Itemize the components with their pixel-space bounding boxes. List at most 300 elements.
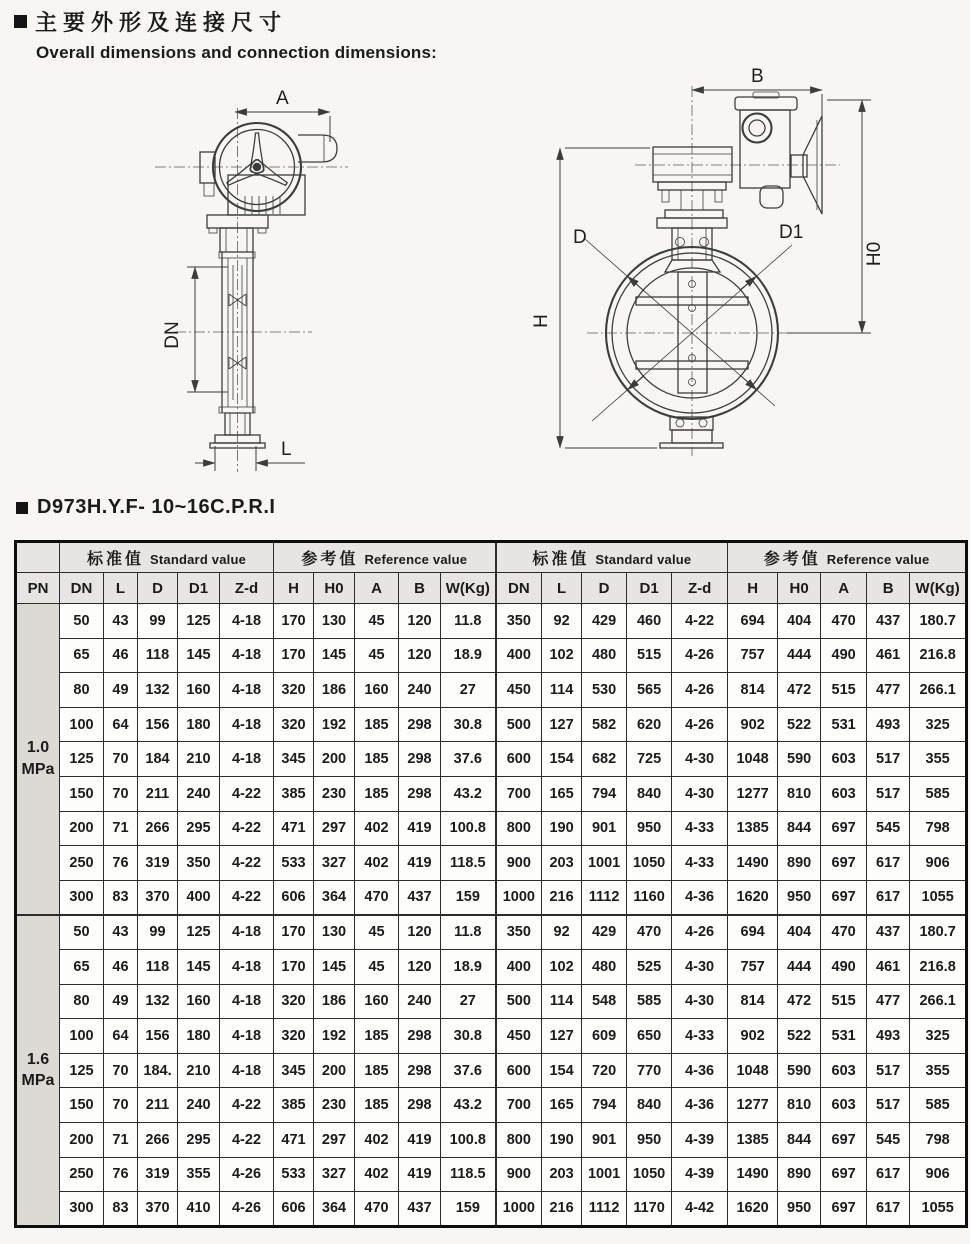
table-cell: 402 (355, 1122, 399, 1157)
table-row (16, 776, 967, 811)
table-cell: 477 (867, 673, 910, 708)
table-cell: 130 (314, 915, 355, 950)
table-cell: 531 (821, 1019, 867, 1054)
table-cell: 145 (314, 638, 355, 673)
table-cell: 4-26 (220, 1157, 274, 1192)
table-cell: 1170 (627, 1192, 672, 1227)
table-cell: 697 (821, 1157, 867, 1192)
table-cell: 295 (178, 1122, 220, 1157)
table-cell: 814 (728, 984, 778, 1019)
table-cell: 240 (178, 776, 220, 811)
table-cell: 402 (355, 846, 399, 881)
table-cell: 697 (821, 1192, 867, 1227)
table-cell: 1055 (910, 880, 967, 915)
table-cell: 844 (778, 1122, 821, 1157)
column-header: H0 (314, 573, 355, 604)
table-cell: 185 (355, 707, 399, 742)
dim-label-l: L (281, 439, 292, 460)
table-cell: 46 (104, 638, 138, 673)
table-cell: 603 (821, 776, 867, 811)
table-row (16, 846, 967, 881)
table-cell: 517 (867, 1053, 910, 1088)
table-cell: 200 (314, 1053, 355, 1088)
table-cell: 186 (314, 673, 355, 708)
table-cell: 70 (104, 1053, 138, 1088)
table-cell: 319 (138, 1157, 178, 1192)
table-cell: 603 (821, 1053, 867, 1088)
table-cell: 800 (496, 1122, 542, 1157)
table-cell: 125 (60, 1053, 104, 1088)
table-cell: 18.9 (441, 949, 496, 984)
table-cell: 180 (178, 707, 220, 742)
table-cell: 71 (104, 811, 138, 846)
table-cell: 185 (355, 1053, 399, 1088)
table-cell: 493 (867, 707, 910, 742)
table-cell: 515 (627, 638, 672, 673)
table-row (16, 915, 967, 950)
table-cell: 471 (274, 1122, 314, 1157)
table-cell: 190 (542, 811, 582, 846)
table-cell: 50 (60, 604, 104, 639)
table-row (16, 707, 967, 742)
table-cell: 295 (178, 811, 220, 846)
table-cell: 522 (778, 707, 821, 742)
table-cell: 472 (778, 984, 821, 1019)
column-header: L (542, 573, 582, 604)
table-cell: 159 (441, 1192, 496, 1227)
table-cell: 4-42 (672, 1192, 728, 1227)
table-cell: 76 (104, 846, 138, 881)
table-cell: 4-36 (672, 880, 728, 915)
table-cell: 4-22 (220, 811, 274, 846)
table-cell: 127 (542, 1019, 582, 1054)
table-cell: 298 (399, 776, 441, 811)
table-cell: 230 (314, 1088, 355, 1123)
table-cell: 4-22 (672, 604, 728, 639)
dim-label-b: B (751, 66, 764, 87)
table-row (16, 1192, 967, 1227)
dim-label-d1: D1 (779, 222, 804, 243)
table-cell: 1001 (582, 846, 627, 881)
table-cell: 531 (821, 707, 867, 742)
table-cell: 810 (778, 776, 821, 811)
table-cell: 118.5 (441, 846, 496, 881)
table-cell: 545 (867, 811, 910, 846)
table-cell: 700 (496, 1088, 542, 1123)
table-cell: 582 (582, 707, 627, 742)
table-cell: 130 (314, 604, 355, 639)
table-cell: 770 (627, 1053, 672, 1088)
table-cell: 1112 (582, 1192, 627, 1227)
table-cell: 1112 (582, 880, 627, 915)
table-cell: 4-36 (672, 1053, 728, 1088)
table-cell: 4-33 (672, 846, 728, 881)
table-cell: 266.1 (910, 673, 967, 708)
table-cell: 184 (138, 742, 178, 777)
model-heading: D973H.Y.F- 10~16C.P.R.I (37, 496, 276, 518)
column-header: D1 (627, 573, 672, 604)
table-cell: 102 (542, 638, 582, 673)
valve-side-view-drawing (140, 70, 470, 485)
table-cell: 230 (314, 776, 355, 811)
table-cell: 364 (314, 880, 355, 915)
table-cell: 154 (542, 1053, 582, 1088)
table-row (16, 1157, 967, 1192)
table-cell: 370 (138, 880, 178, 915)
table-cell: 132 (138, 984, 178, 1019)
table-cell: 419 (399, 1157, 441, 1192)
table-cell: 533 (274, 846, 314, 881)
table-cell: 4-18 (220, 673, 274, 708)
handwheel-spokes (224, 133, 290, 190)
table-row (16, 1053, 967, 1088)
table-row (16, 742, 967, 777)
table-cell: 450 (496, 673, 542, 708)
table-cell: 400 (496, 638, 542, 673)
table-cell: 1000 (496, 1192, 542, 1227)
group-header-row (16, 542, 967, 573)
table-cell: 325 (910, 707, 967, 742)
table-cell: 429 (582, 915, 627, 950)
table-cell: 18.9 (441, 638, 496, 673)
table-cell: 350 (496, 604, 542, 639)
table-cell: 419 (399, 846, 441, 881)
dim-label-a: A (276, 88, 289, 109)
table-cell: 697 (821, 880, 867, 915)
table-cell: 4-18 (220, 638, 274, 673)
table-cell: 216 (542, 880, 582, 915)
table-cell: 404 (778, 915, 821, 950)
table-cell: 180 (178, 1019, 220, 1054)
table-cell: 697 (821, 1122, 867, 1157)
table-cell: 500 (496, 984, 542, 1019)
table-cell: 30.8 (441, 707, 496, 742)
column-header: H (274, 573, 314, 604)
table-cell: 1490 (728, 1157, 778, 1192)
table-cell: 470 (627, 915, 672, 950)
column-header: W(Kg) (441, 573, 496, 604)
table-cell: 437 (867, 604, 910, 639)
table-cell: 203 (542, 1157, 582, 1192)
table-cell: 1050 (627, 846, 672, 881)
table-cell: 545 (867, 1122, 910, 1157)
table-cell: 250 (60, 1157, 104, 1192)
table-cell: 355 (910, 742, 967, 777)
table-cell: 43.2 (441, 1088, 496, 1123)
table-cell: 4-26 (672, 673, 728, 708)
pn-cell: 1.6 MPa (16, 915, 60, 1226)
dim-label-d: D (573, 227, 587, 248)
table-cell: 1620 (728, 1192, 778, 1227)
table-cell: 400 (178, 880, 220, 915)
table-cell: 145 (178, 949, 220, 984)
table-cell: 429 (582, 604, 627, 639)
table-cell: 160 (178, 673, 220, 708)
table-cell: 4-18 (220, 742, 274, 777)
table-cell: 480 (582, 949, 627, 984)
table-cell: 240 (399, 984, 441, 1019)
table-cell: 515 (821, 984, 867, 1019)
table-cell: 402 (355, 811, 399, 846)
table-cell: 470 (355, 880, 399, 915)
table-row (16, 1019, 967, 1054)
dim-label-h0: H0 (864, 241, 885, 267)
table-cell: 216.8 (910, 949, 967, 984)
table-cell: 794 (582, 1088, 627, 1123)
table-cell: 49 (104, 673, 138, 708)
table-cell: 490 (821, 949, 867, 984)
table-cell: 125 (60, 742, 104, 777)
table-cell: 118 (138, 949, 178, 984)
table-cell: 490 (821, 638, 867, 673)
table-cell: 890 (778, 1157, 821, 1192)
table-cell: 617 (867, 880, 910, 915)
table-cell: 522 (778, 1019, 821, 1054)
table-cell: 4-26 (672, 915, 728, 950)
table-cell: 400 (496, 949, 542, 984)
table-cell: 470 (821, 604, 867, 639)
table-cell: 70 (104, 742, 138, 777)
table-cell: 370 (138, 1192, 178, 1227)
table-cell: 517 (867, 742, 910, 777)
table-cell: 950 (778, 880, 821, 915)
table-cell: 83 (104, 880, 138, 915)
table-cell: 480 (582, 638, 627, 673)
table-cell: 585 (627, 984, 672, 1019)
table-cell: 145 (178, 638, 220, 673)
table-cell: 185 (355, 776, 399, 811)
table-cell: 603 (821, 1088, 867, 1123)
table-cell: 757 (728, 638, 778, 673)
table-cell: 150 (60, 776, 104, 811)
table-cell: 100.8 (441, 1122, 496, 1157)
column-header: W(Kg) (910, 573, 967, 604)
table-cell: 530 (582, 673, 627, 708)
table-cell: 600 (496, 1053, 542, 1088)
table-cell: 240 (399, 673, 441, 708)
table-cell: 200 (314, 742, 355, 777)
table-cell: 211 (138, 1088, 178, 1123)
table-cell: 600 (496, 742, 542, 777)
table-cell: 4-39 (672, 1122, 728, 1157)
table-cell: 4-22 (220, 846, 274, 881)
table-cell: 114 (542, 673, 582, 708)
table-cell: 4-18 (220, 915, 274, 950)
table-cell: 700 (496, 776, 542, 811)
table-cell: 4-36 (672, 1088, 728, 1123)
table-cell: 180.7 (910, 604, 967, 639)
table-cell: 720 (582, 1053, 627, 1088)
table-cell: 4-30 (672, 984, 728, 1019)
table-cell: 410 (178, 1192, 220, 1227)
table-cell: 617 (867, 846, 910, 881)
table-cell: 30.8 (441, 1019, 496, 1054)
page-header (14, 6, 437, 63)
dimensions-table (14, 540, 968, 1228)
table-cell: 1490 (728, 846, 778, 881)
table-cell: 437 (399, 1192, 441, 1227)
table-cell: 37.6 (441, 742, 496, 777)
table-cell: 125 (178, 604, 220, 639)
table-cell: 1048 (728, 742, 778, 777)
table-cell: 11.8 (441, 915, 496, 950)
table-cell: 1620 (728, 880, 778, 915)
table-cell: 45 (355, 638, 399, 673)
table-cell: 533 (274, 1157, 314, 1192)
table-cell: 186 (314, 984, 355, 1019)
table-cell: 461 (867, 949, 910, 984)
table-cell: 900 (496, 846, 542, 881)
table-cell: 65 (60, 949, 104, 984)
table-cell: 4-18 (220, 1053, 274, 1088)
table-cell: 385 (274, 1088, 314, 1123)
table-cell: 617 (867, 1157, 910, 1192)
table-cell: 798 (910, 1122, 967, 1157)
table-row (16, 1088, 967, 1123)
group-header-standard-right: 标准值 Standard value (496, 542, 728, 573)
table-cell: 216.8 (910, 638, 967, 673)
table-cell: 192 (314, 707, 355, 742)
table-cell: 300 (60, 1192, 104, 1227)
table-cell: 517 (867, 1088, 910, 1123)
corner-cell (16, 542, 60, 573)
table-cell: 297 (314, 811, 355, 846)
table-cell: 70 (104, 776, 138, 811)
table-cell: 1277 (728, 1088, 778, 1123)
table-cell: 364 (314, 1192, 355, 1227)
table-cell: 950 (627, 811, 672, 846)
table-cell: 4-26 (220, 1192, 274, 1227)
table-cell: 493 (867, 1019, 910, 1054)
table-cell: 606 (274, 1192, 314, 1227)
table-cell: 1001 (582, 1157, 627, 1192)
table-cell: 99 (138, 915, 178, 950)
table-cell: 80 (60, 984, 104, 1019)
table-row (16, 604, 967, 639)
table-cell: 170 (274, 638, 314, 673)
table-cell: 185 (355, 1088, 399, 1123)
table-cell: 1277 (728, 776, 778, 811)
table-cell: 350 (496, 915, 542, 950)
table-cell: 37.6 (441, 1053, 496, 1088)
table-cell: 590 (778, 742, 821, 777)
table-cell: 118.5 (441, 1157, 496, 1192)
table-cell: 266.1 (910, 984, 967, 1019)
table-cell: 525 (627, 949, 672, 984)
table-cell: 444 (778, 638, 821, 673)
table-cell: 355 (178, 1157, 220, 1192)
table-cell: 548 (582, 984, 627, 1019)
table-cell: 120 (399, 638, 441, 673)
table-cell: 200 (60, 1122, 104, 1157)
table-cell: 4-18 (220, 1019, 274, 1054)
table-cell: 320 (274, 984, 314, 1019)
column-header: A (355, 573, 399, 604)
table-cell: 437 (867, 915, 910, 950)
table-cell: 127 (542, 707, 582, 742)
table-cell: 477 (867, 984, 910, 1019)
table-cell: 210 (178, 1053, 220, 1088)
table-cell: 145 (314, 949, 355, 984)
table-cell: 266 (138, 811, 178, 846)
dim-label-h: H (531, 314, 552, 328)
table-cell: 725 (627, 742, 672, 777)
table-cell: 450 (496, 1019, 542, 1054)
table-cell: 444 (778, 949, 821, 984)
table-cell: 200 (60, 811, 104, 846)
table-cell: 320 (274, 707, 314, 742)
table-cell: 460 (627, 604, 672, 639)
table-cell: 404 (778, 604, 821, 639)
table-cell: 500 (496, 707, 542, 742)
table-cell: 902 (728, 1019, 778, 1054)
group-header-reference-right: 参考值 Reference value (728, 542, 967, 573)
model-header (16, 496, 275, 519)
table-cell: 43 (104, 915, 138, 950)
table-cell: 298 (399, 742, 441, 777)
table-cell: 794 (582, 776, 627, 811)
table-cell: 80 (60, 673, 104, 708)
table-cell: 46 (104, 949, 138, 984)
table-cell: 180.7 (910, 915, 967, 950)
table-cell: 694 (728, 604, 778, 639)
table-cell: 694 (728, 915, 778, 950)
table-cell: 814 (728, 673, 778, 708)
table-cell: 515 (821, 673, 867, 708)
table-cell: 327 (314, 846, 355, 881)
table-cell: 472 (778, 673, 821, 708)
table-cell: 70 (104, 1088, 138, 1123)
table-cell: 132 (138, 673, 178, 708)
table-cell: 4-33 (672, 1019, 728, 1054)
table-cell: 471 (274, 811, 314, 846)
table-row (16, 1122, 967, 1157)
table-cell: 697 (821, 811, 867, 846)
table-cell: 585 (910, 776, 967, 811)
table-cell: 682 (582, 742, 627, 777)
table-cell: 192 (314, 1019, 355, 1054)
table-cell: 27 (441, 673, 496, 708)
table-cell: 4-26 (672, 638, 728, 673)
table-cell: 118 (138, 638, 178, 673)
table-cell: 4-22 (220, 1088, 274, 1123)
table-cell: 1000 (496, 880, 542, 915)
table-cell: 64 (104, 1019, 138, 1054)
table-cell: 216 (542, 1192, 582, 1227)
table-cell: 697 (821, 846, 867, 881)
section-bullet-icon (16, 502, 28, 514)
table-cell: 300 (60, 880, 104, 915)
column-header: B (867, 573, 910, 604)
table-cell: 650 (627, 1019, 672, 1054)
table-cell: 4-18 (220, 707, 274, 742)
table-cell: 45 (355, 949, 399, 984)
table-cell: 150 (60, 1088, 104, 1123)
table-cell: 43.2 (441, 776, 496, 811)
table-header (16, 542, 967, 604)
table-cell: 154 (542, 742, 582, 777)
table-cell: 102 (542, 949, 582, 984)
table-cell: 757 (728, 949, 778, 984)
table-cell: 320 (274, 1019, 314, 1054)
table-cell: 4-30 (672, 742, 728, 777)
column-header-pn: PN (16, 573, 60, 604)
table-cell: 437 (399, 880, 441, 915)
table-cell: 609 (582, 1019, 627, 1054)
table-cell: 4-26 (672, 707, 728, 742)
table-cell: 159 (441, 880, 496, 915)
table-cell: 419 (399, 811, 441, 846)
